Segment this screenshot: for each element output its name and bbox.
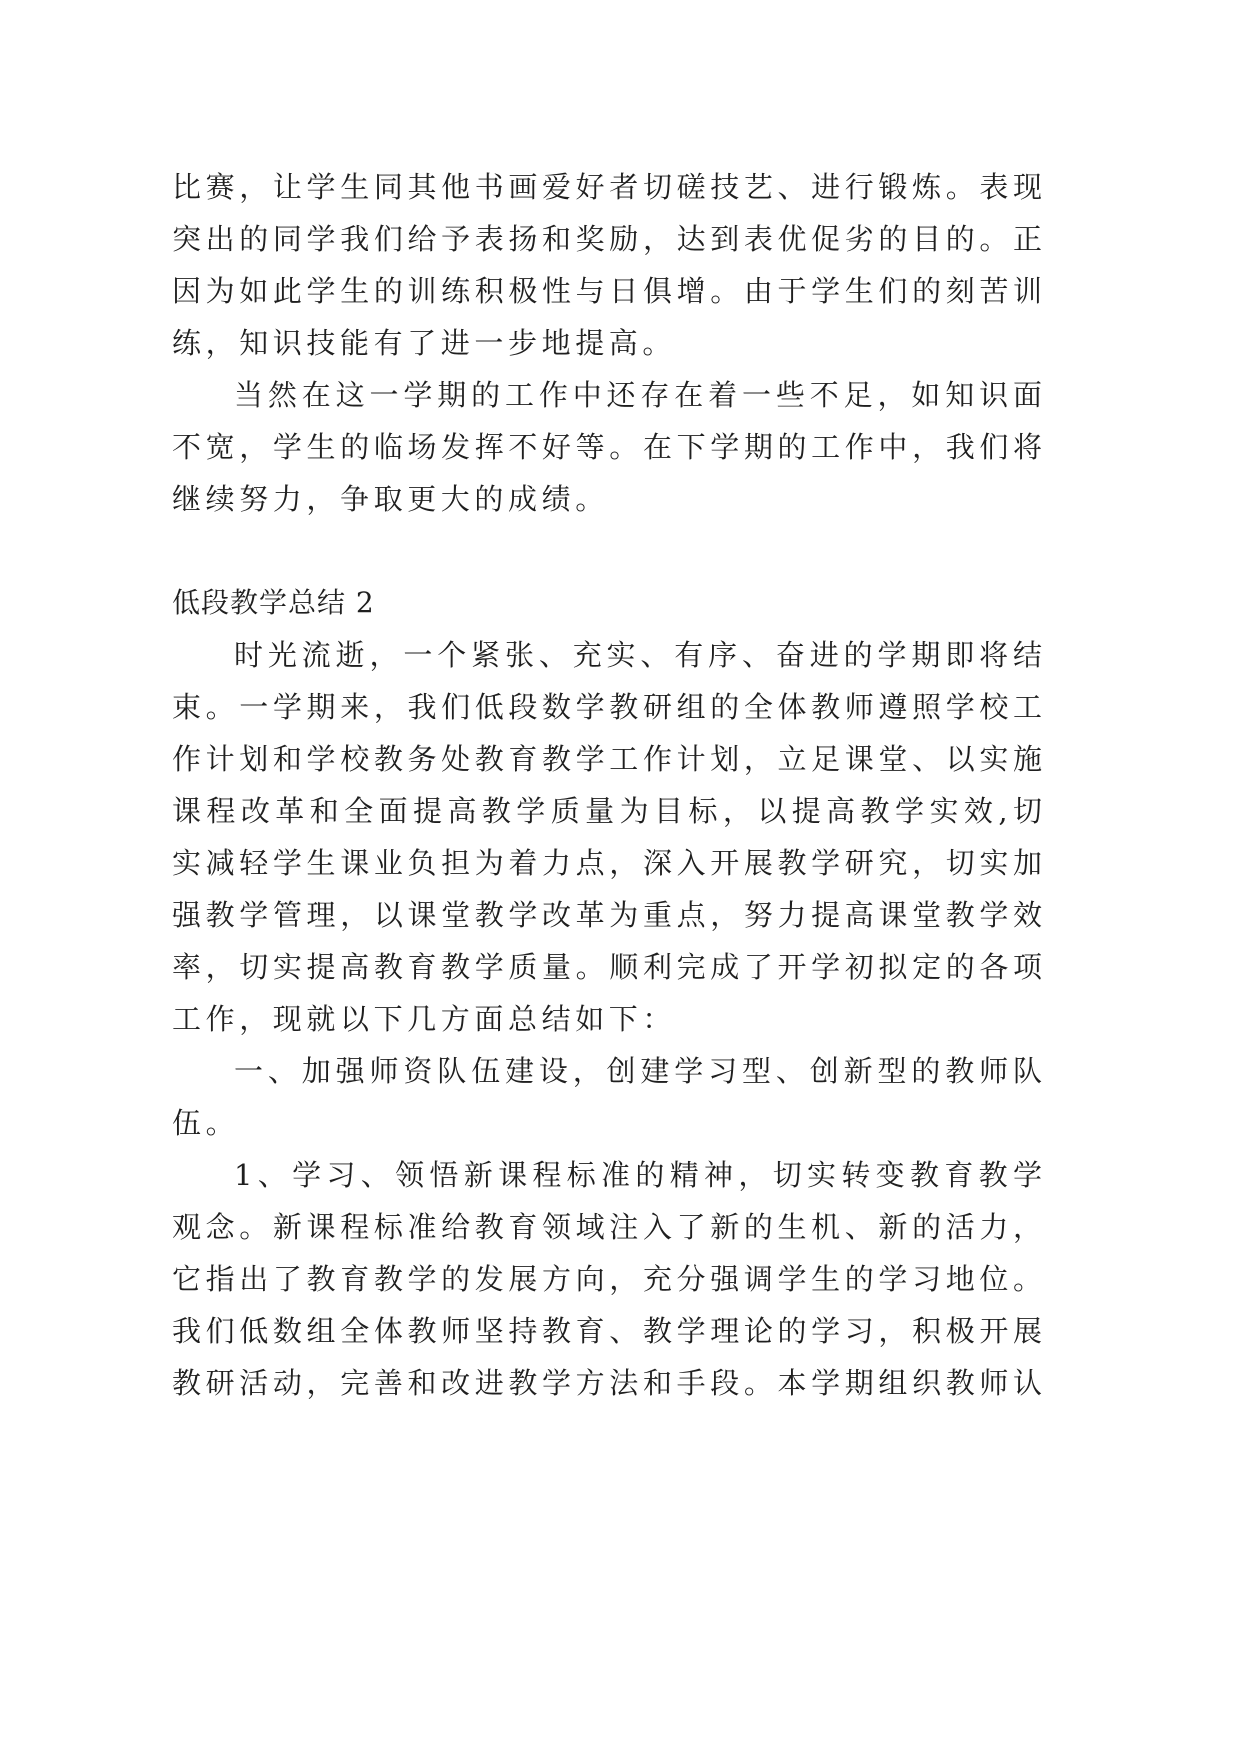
text-line: 我们低数组全体教师坚持教育、教学理论的学习，积极开展	[172, 1314, 1045, 1348]
text-line: 束。一学期来，我们低段数学教研组的全体教师遵照学校工	[172, 690, 1045, 724]
text-line: 不宽，学生的临场发挥不好等。在下学期的工作中，我们将	[172, 430, 1045, 464]
text-line: 率，切实提高教育教学质量。顺利完成了开学初拟定的各项	[172, 950, 1045, 984]
paragraph	[172, 369, 1045, 525]
text-line: 比赛，让学生同其他书画爱好者切磋技艺、进行锻炼。表现	[172, 170, 1045, 204]
text-line: 继续努力，争取更大的成绩。	[172, 482, 609, 516]
text-line: 实减轻学生课业负担为着力点，深入开展教学研究，切实加	[172, 846, 1045, 880]
text-line: 教研活动，完善和改进教学方法和手段。本学期组织教师认	[172, 1366, 1045, 1400]
paragraph	[172, 629, 1045, 1045]
paragraph	[172, 1045, 1045, 1149]
text-line: 练，知识技能有了进一步地提高。	[172, 326, 677, 360]
text-line: 观念。新课程标准给教育领域注入了新的生机、新的活力，	[172, 1210, 1045, 1244]
paragraph	[172, 161, 1045, 369]
paragraph	[172, 1149, 1045, 1409]
text-line: 它指出了教育教学的发展方向，充分强调学生的学习地位。	[172, 1262, 1045, 1296]
text-line: 课程改革和全面提高教学质量为目标，以提高教学实效,切	[172, 794, 1045, 828]
text-line: 强教学管理，以课堂教学改革为重点，努力提高课堂教学效	[172, 898, 1045, 932]
section-heading: 低段教学总结 2	[172, 586, 375, 619]
text-line: 一、加强师资队伍建设，创建学习型、创新型的教师队	[234, 1054, 1045, 1088]
text-line: 当然在这一学期的工作中还存在着一些不足，如知识面	[234, 378, 1045, 412]
text-line: 作计划和学校教务处教育教学工作计划，立足课堂、以实施	[172, 742, 1045, 776]
text-line: 1、学习、领悟新课程标准的精神，切实转变教育教学	[234, 1158, 1045, 1192]
section-summary-2	[172, 577, 1045, 1409]
document-body	[172, 161, 1045, 1409]
text-line: 伍。	[172, 1106, 240, 1140]
section-previous-continued	[172, 161, 1045, 525]
text-line: 时光流逝，一个紧张、充实、有序、奋进的学期即将结	[234, 638, 1045, 672]
text-line: 因为如此学生的训练积极性与日俱增。由于学生们的刻苦训	[172, 274, 1045, 308]
text-line: 工作，现就以下几方面总结如下：	[172, 1002, 677, 1036]
text-line: 突出的同学我们给予表扬和奖励，达到表优促劣的目的。正	[172, 222, 1045, 256]
